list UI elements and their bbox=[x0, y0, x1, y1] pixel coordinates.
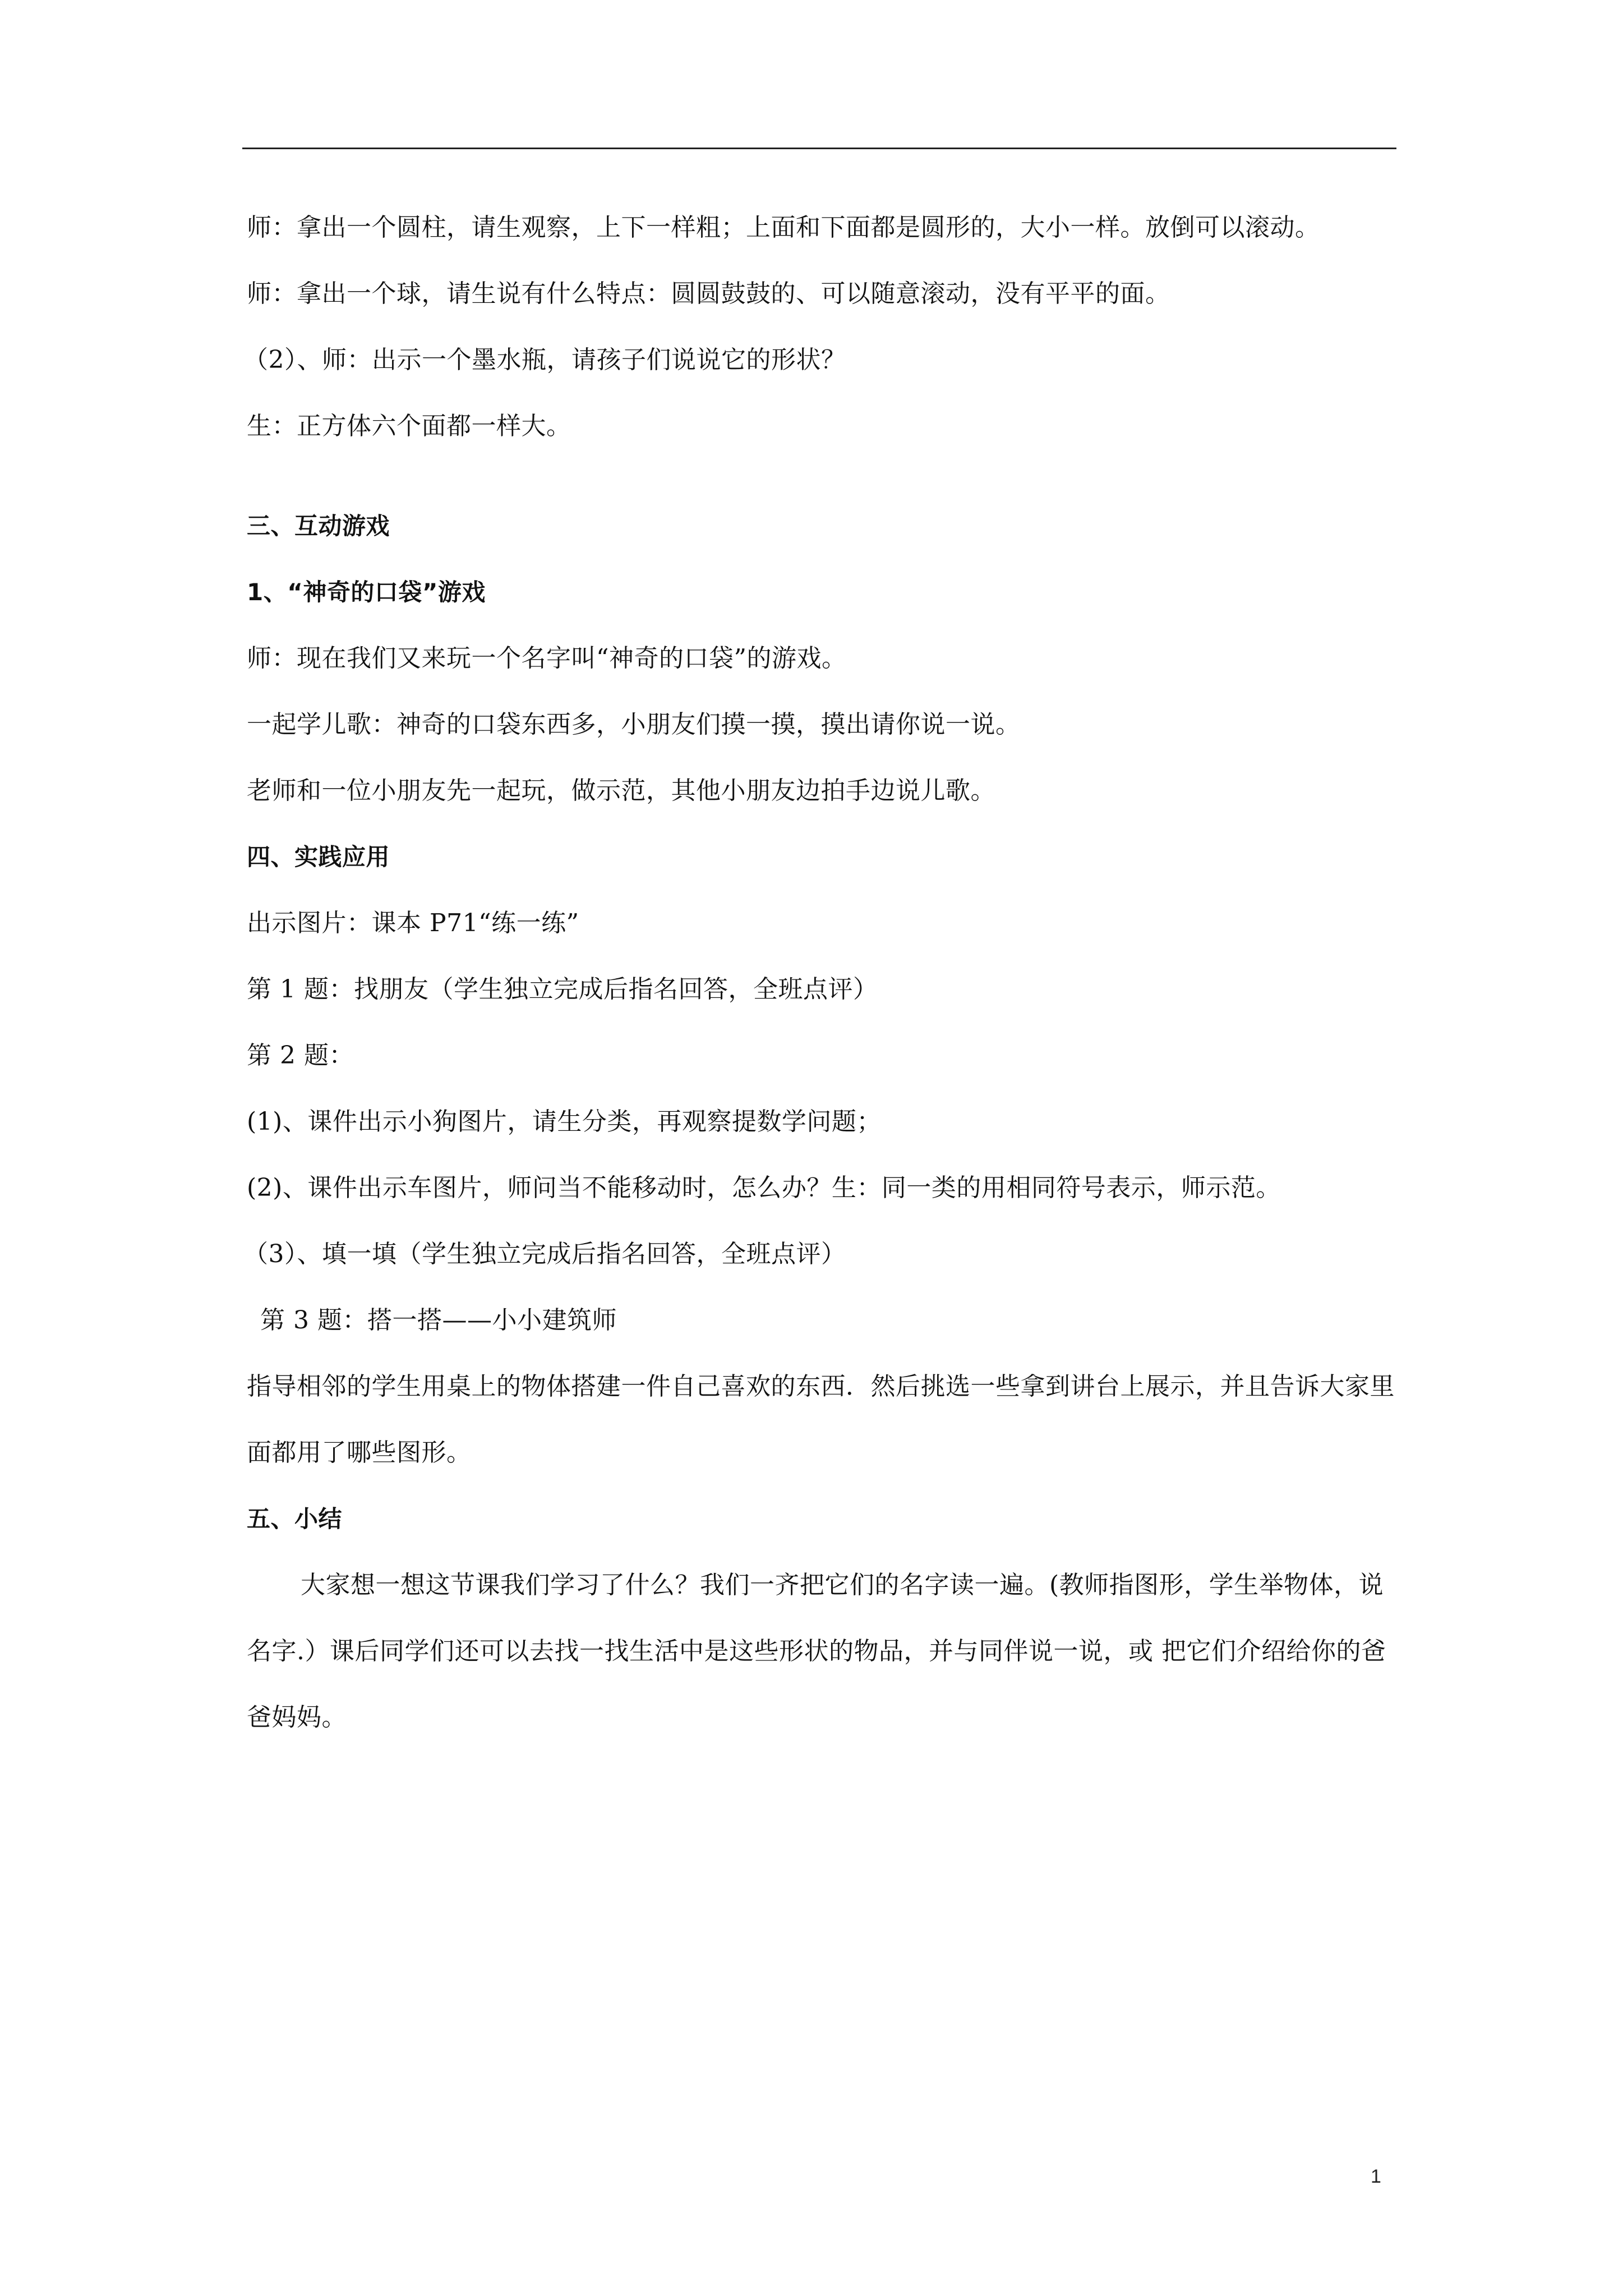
heading-interactive-game: 三、互动游戏 bbox=[247, 512, 390, 540]
page-number: 1 bbox=[1371, 2166, 1381, 2187]
paragraph-magic-bag-intro: 师：现在我们又来玩一个名字叫“神奇的口袋”的游戏。 bbox=[247, 644, 847, 673]
heading-practice: 四、实践应用 bbox=[247, 843, 390, 871]
paragraph-question-2: 第 2 题： bbox=[247, 1041, 354, 1070]
paragraph-question-2-part-3: （3）、填一填（学生独立完成后指名回答，全班点评） bbox=[243, 1240, 846, 1268]
heading-magic-bag: 1、“神奇的口袋”游戏 bbox=[247, 578, 486, 606]
header-rule bbox=[242, 148, 1396, 149]
paragraph-cylinder: 师：拿出一个圆柱，请生观察，上下一样粗；上面和下面都是圆形的，大小一样。放倒可以滚动。 bbox=[247, 213, 1320, 242]
paragraph-question-2-part-1: (1)、课件出示小狗图片，请生分类，再观察提数学问题； bbox=[247, 1107, 882, 1136]
paragraph-summary: 大家想一想这节课我们学习了什么？我们一齐把它们的名字读一遍。(教师指图形，学生举物体，说名字.）课后同学们还可以去找一找生活中是这些形状的物品，并与同伴说一说，或 把它们介绍给你的爸爸妈妈。 bbox=[247, 1571, 1386, 1732]
paragraph-demonstration: 老师和一位小朋友先一起玩，做示范，其他小朋友边拍手边说儿歌。 bbox=[247, 776, 995, 805]
paragraph-question-2-part-2: (2)、课件出示车图片，师问当不能移动时，怎么办？生：同一类的用相同符号表示，师示范。 bbox=[247, 1174, 1281, 1202]
paragraph-building-activity: 指导相邻的学生用桌上的物体搭建一件自己喜欢的东西．然后挑选一些拿到讲台上展示，并且告诉大家里面都用了哪些图形。 bbox=[247, 1372, 1395, 1467]
paragraph-question-1: 第 1 题：找朋友（学生独立完成后指名回答，全班点评） bbox=[247, 975, 878, 1004]
paragraph-ball: 师：拿出一个球，请生说有什么特点：圆圆鼓鼓的、可以随意滚动，没有平平的面。 bbox=[247, 279, 1170, 308]
paragraph-show-picture: 出示图片：课本 P71“练一练” bbox=[247, 909, 579, 937]
paragraph-question-3: 第 3 题：搭一搭——小小建筑师 bbox=[260, 1306, 617, 1335]
heading-summary: 五、小结 bbox=[247, 1505, 343, 1533]
document-body bbox=[243, 211, 1396, 1767]
paragraph-ink-bottle: （2）、师：出示一个墨水瓶，请孩子们说说它的形状？ bbox=[243, 346, 846, 374]
paragraph-cube: 生：正方体六个面都一样大。 bbox=[247, 412, 571, 440]
paragraph-nursery-rhyme: 一起学儿歌：神奇的口袋东西多，小朋友们摸一摸，摸出请你说一说。 bbox=[247, 710, 1021, 739]
